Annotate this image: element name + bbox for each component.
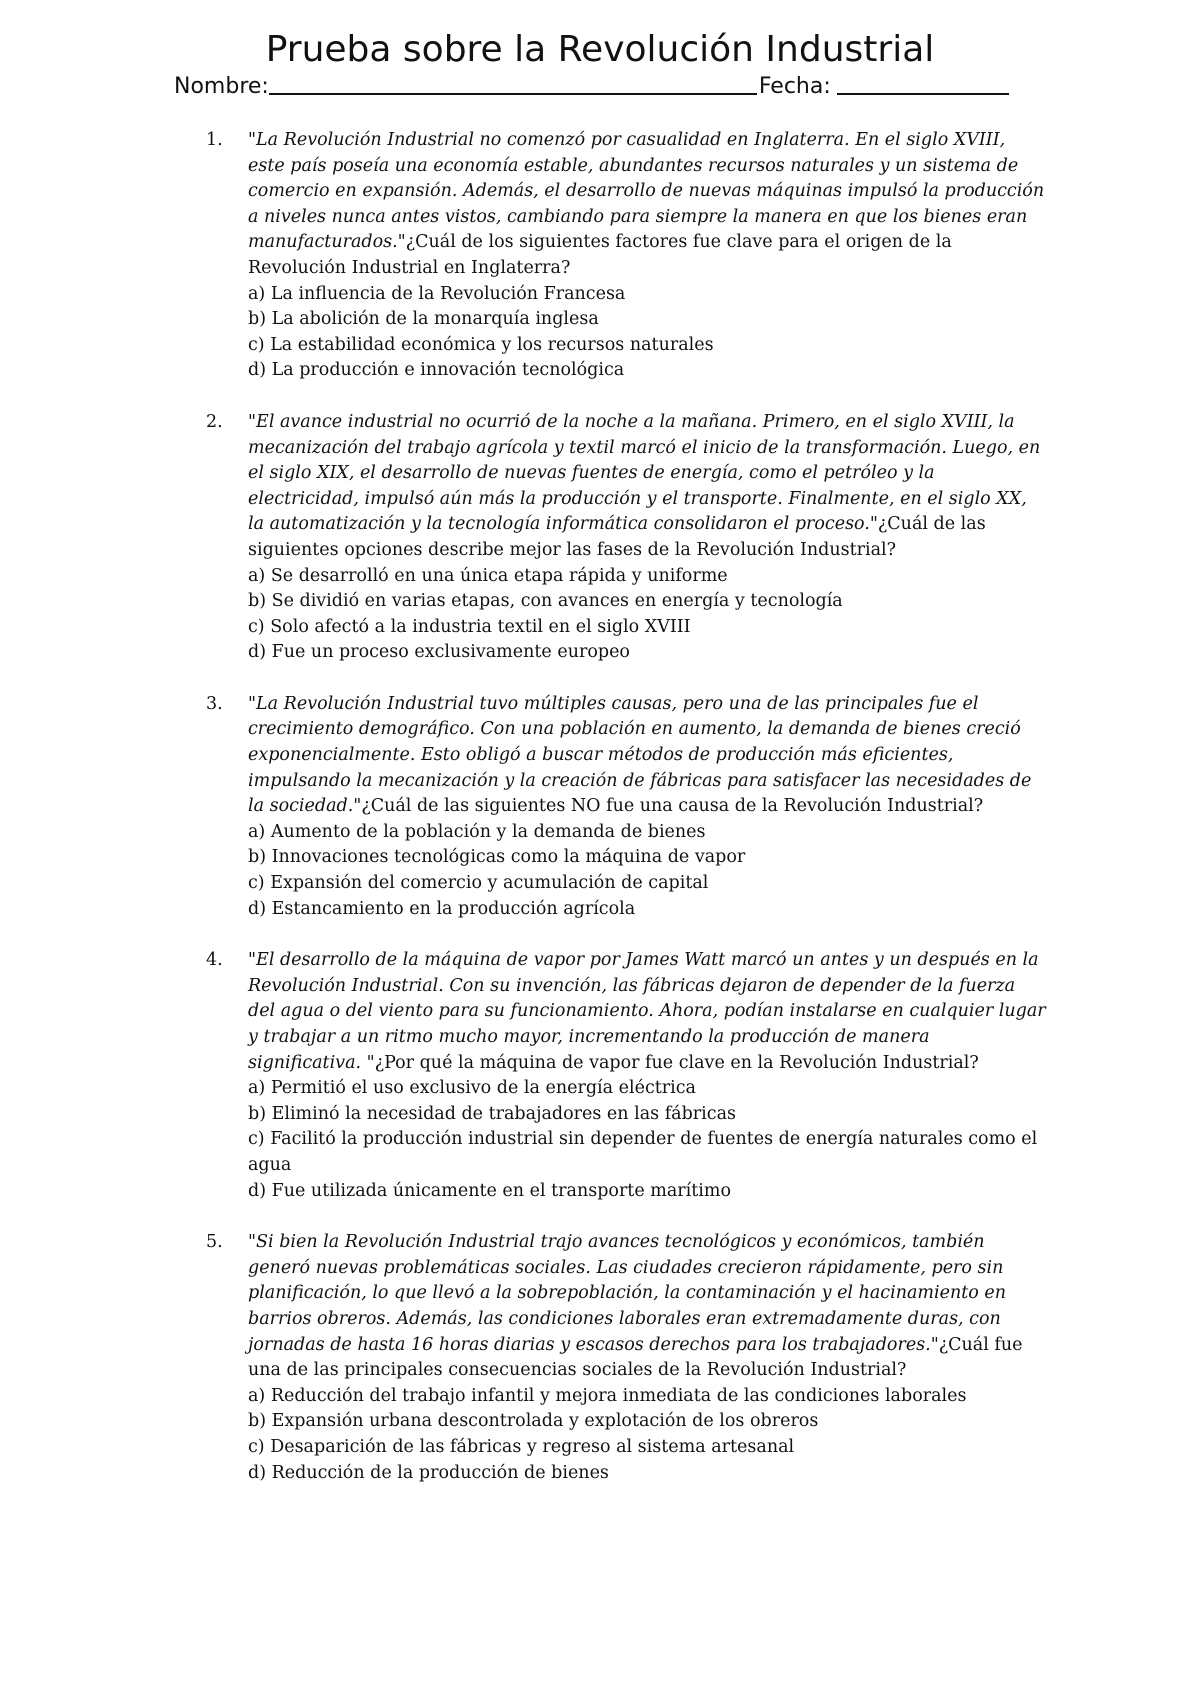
question-number: 5. <box>206 1232 223 1253</box>
option-b: b) Expansión urbana descontrolada y explotación de los obreros <box>248 1411 819 1432</box>
date-blank <box>837 92 1009 95</box>
question-prompt: ¿Cuál fue una de las principales consecuencias sociales de la Revolución Industrial? <box>248 1334 1023 1381</box>
question-5 <box>174 1230 1046 1486</box>
option-d: d) Fue utilizada únicamente en el transporte marítimo <box>248 1180 732 1201</box>
question-quote: "Si bien la Revolución Industrial trajo avances tecnológicos y económicos, también generó nuevas problemáticas sociales. Las ciudades crecieron rápidamente, pero sin planificación, lo que llevó a la sobrepoblación, la contaminación y el hacinamiento en barrios obreros. Además, las condiciones laborales eran extremadamente duras, con jornadas de hasta 16 horas diarias y escasos derechos para los trabajadores." <box>248 1232 1006 1355</box>
question-quote: "El desarrollo de la máquina de vapor por James Watt marcó un antes y un después en la Revolución Industrial. Con su invención, las fábricas dejaron de depender de la fuerza del agua o del viento para su funcionamiento. Ahora, podían instalarse en cualquier lugar y trabajar a un ritmo mucho mayor, incrementando la producción de manera significativa. " <box>248 950 1046 1073</box>
name-blank <box>269 92 757 95</box>
question-2 <box>174 410 1046 666</box>
question-4 <box>174 948 1046 1204</box>
page-title: Prueba sobre la Revolución Industrial <box>265 29 935 70</box>
date-label: Fecha: <box>758 74 831 99</box>
question-quote: "La Revolución Industrial no comenzó por casualidad en Inglaterra. En el siglo XVIII, este país poseía una economía estable, abundantes recursos naturales y un sistema de comercio en expansión. Además, el desarrollo de nuevas máquinas impulsó la producción a niveles nunca antes vistos, cambiando para siempre la manera en que los bienes eran manufacturados." <box>248 130 1045 253</box>
question-quote: "La Revolución Industrial tuvo múltiples causas, pero una de las principales fue el crecimiento demográfico. Con una población en aumento, la demanda de bienes creció exponencialmente. Esto obligó a buscar métodos de producción más eficientes, impulsando la mecanización y la creación de fábricas para satisfacer las necesidades de la sociedad." <box>248 693 1032 817</box>
question-prompt: ¿Cuál de los siguientes factores fue clave para el origen de la Revolución Industrial en Inglaterra? <box>248 232 952 278</box>
option-d: d) Estancamiento en la producción agrícola <box>248 898 636 919</box>
question-3 <box>174 692 1046 922</box>
option-a: a) Aumento de la población y la demanda de bienes <box>248 821 706 842</box>
option-b: b) La abolición de la monarquía inglesa <box>248 309 599 330</box>
option-c: c) Solo afectó a la industria textil en el siglo XVIII <box>248 616 691 637</box>
student-info-line <box>174 70 1034 104</box>
question-list <box>174 128 1046 1512</box>
option-c: c) La estabilidad económica y los recursos naturales <box>248 334 714 355</box>
option-a: a) La influencia de la Revolución Francesa <box>248 283 626 304</box>
option-d: d) Fue un proceso exclusivamente europeo <box>248 642 630 663</box>
option-c: c) Facilitó la producción industrial sin depender de fuentes de energía naturales como el agua <box>248 1129 1038 1175</box>
option-a: a) Se desarrolló en una única etapa rápida y uniforme <box>248 565 728 586</box>
option-c: c) Desaparición de las fábricas y regreso al sistema artesanal <box>248 1436 795 1457</box>
question-prompt: ¿Por qué la máquina de vapor fue clave en la Revolución Industrial? <box>374 1052 979 1073</box>
option-d: d) La producción e innovación tecnológica <box>248 360 625 381</box>
question-1 <box>174 128 1046 384</box>
question-number: 3. <box>206 693 223 714</box>
question-quote: "El avance industrial no ocurrió de la noche a la mañana. Primero, en el siglo XVIII, la mecanización del trabajo agrícola y textil marcó el inicio de la transformación. Luego, en el siglo XIX, el desarrollo de nuevas fuentes de energía, como el petróleo y la electricidad, impulsó aún más la producción y el transporte. Finalmente, en el siglo XX, la automatización y la tecnología informática consolidaron el proceso." <box>248 411 1041 535</box>
question-prompt: ¿Cuál de las siguientes NO fue una causa de la Revolución Industrial? <box>361 796 984 817</box>
question-number: 1. <box>206 130 223 150</box>
option-a: a) Permitió el uso exclusivo de la energía eléctrica <box>248 1078 696 1099</box>
question-number: 2. <box>206 411 223 432</box>
option-d: d) Reducción de la producción de bienes <box>248 1462 609 1483</box>
option-b: b) Innovaciones tecnológicas como la máquina de vapor <box>248 847 746 868</box>
option-c: c) Expansión del comercio y acumulación de capital <box>248 873 709 894</box>
option-a: a) Reducción del trabajo infantil y mejora inmediata de las condiciones laborales <box>248 1385 967 1406</box>
question-prompt: ¿Cuál de las siguientes opciones describe mejor las fases de la Revolución Industrial? <box>248 514 986 560</box>
question-number: 4. <box>206 950 223 971</box>
option-b: b) Eliminó la necesidad de trabajadores en las fábricas <box>248 1103 736 1124</box>
option-b: b) Se dividió en varias etapas, con avances en energía y tecnología <box>248 591 843 612</box>
name-label: Nombre: <box>174 74 269 99</box>
